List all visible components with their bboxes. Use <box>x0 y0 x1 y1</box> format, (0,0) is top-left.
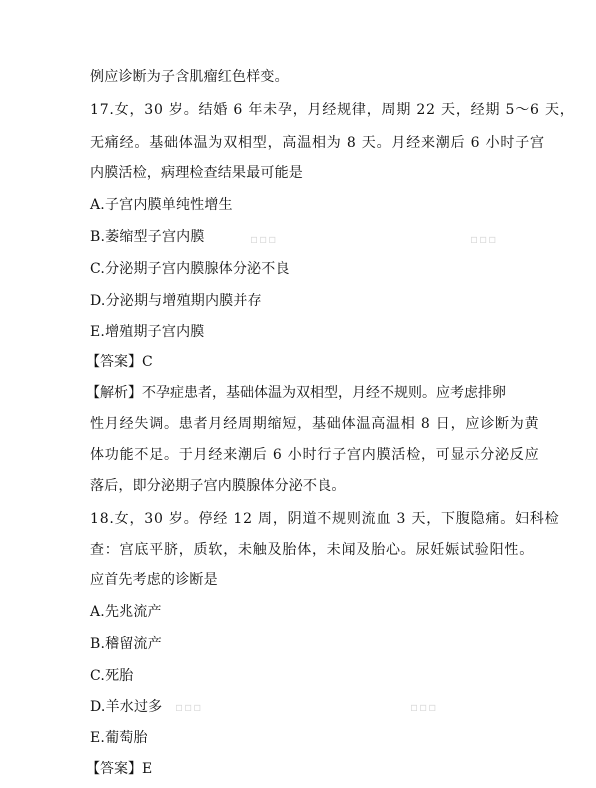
q17-analysis-line-2: 性月经失调。患者月经周期缩短，基础体温高温相 8 日，应诊断为黄 <box>90 416 540 432</box>
watermark-smudge: ▫▫▫ <box>250 232 278 246</box>
q18-option-d: D.羊水过多 <box>90 699 163 715</box>
q17-answer: 【答案】C <box>86 354 153 370</box>
q17-analysis-line-4: 落后，即分泌期子宫内膜腺体分泌不良。 <box>90 478 346 494</box>
q17-option-c: C.分泌期子宫内膜腺体分泌不良 <box>90 261 290 277</box>
q17-option-a: A.子宫内膜单纯性增生 <box>90 197 233 213</box>
q18-answer: 【答案】E <box>86 761 153 777</box>
q18-option-b: B.稽留流产 <box>90 636 162 652</box>
watermark-smudge: ▫▫▫ <box>175 700 203 714</box>
q17-option-b: B.萎缩型子宫内膜 <box>90 229 205 245</box>
q17-stem-line-3: 内膜活检，病理检查结果最可能是 <box>90 165 303 181</box>
continuation-text: 例应诊断为子含肌瘤红色样变。 <box>90 69 289 85</box>
watermark-smudge: ▫▫▫ <box>470 232 498 246</box>
q17-stem-line-2: 无痛经。基础体温为双相型，高温相为 8 天。月经来潮后 6 小时子宫 <box>90 135 545 151</box>
q17-option-d: D.分泌期与增殖期内膜并存 <box>90 293 262 309</box>
q17-stem-line-1: 17.女，30 岁。结婚 6 年未孕，月经规律，周期 22 天，经期 5～6 天， <box>90 102 575 118</box>
q17-analysis-line-3: 体功能不足。于月经来潮后 6 小时行子宫内膜活检，可显示分泌反应 <box>90 447 540 463</box>
q18-stem-line-2: 查：宫底平脐，质软，未触及胎体，未闻及胎心。尿妊娠试验阳性。 <box>90 542 534 558</box>
q18-stem-line-3: 应首先考虑的诊断是 <box>90 572 218 588</box>
q18-option-a: A.先兆流产 <box>90 604 162 620</box>
q18-option-e: E.葡萄胎 <box>90 730 148 746</box>
watermark-smudge: ▫▫▫ <box>410 700 438 714</box>
q18-option-c: C.死胎 <box>90 668 134 684</box>
q17-analysis-line-1: 【解析】不孕症患者，基础体温为双相型，月经不规则。应考虑排卵 <box>86 385 506 401</box>
q17-option-e: E.增殖期子宫内膜 <box>90 324 205 340</box>
q18-stem-line-1: 18.女，30 岁。停经 12 周，阴道不规则流血 3 天，下腹隐痛。妇科检 <box>90 511 560 527</box>
